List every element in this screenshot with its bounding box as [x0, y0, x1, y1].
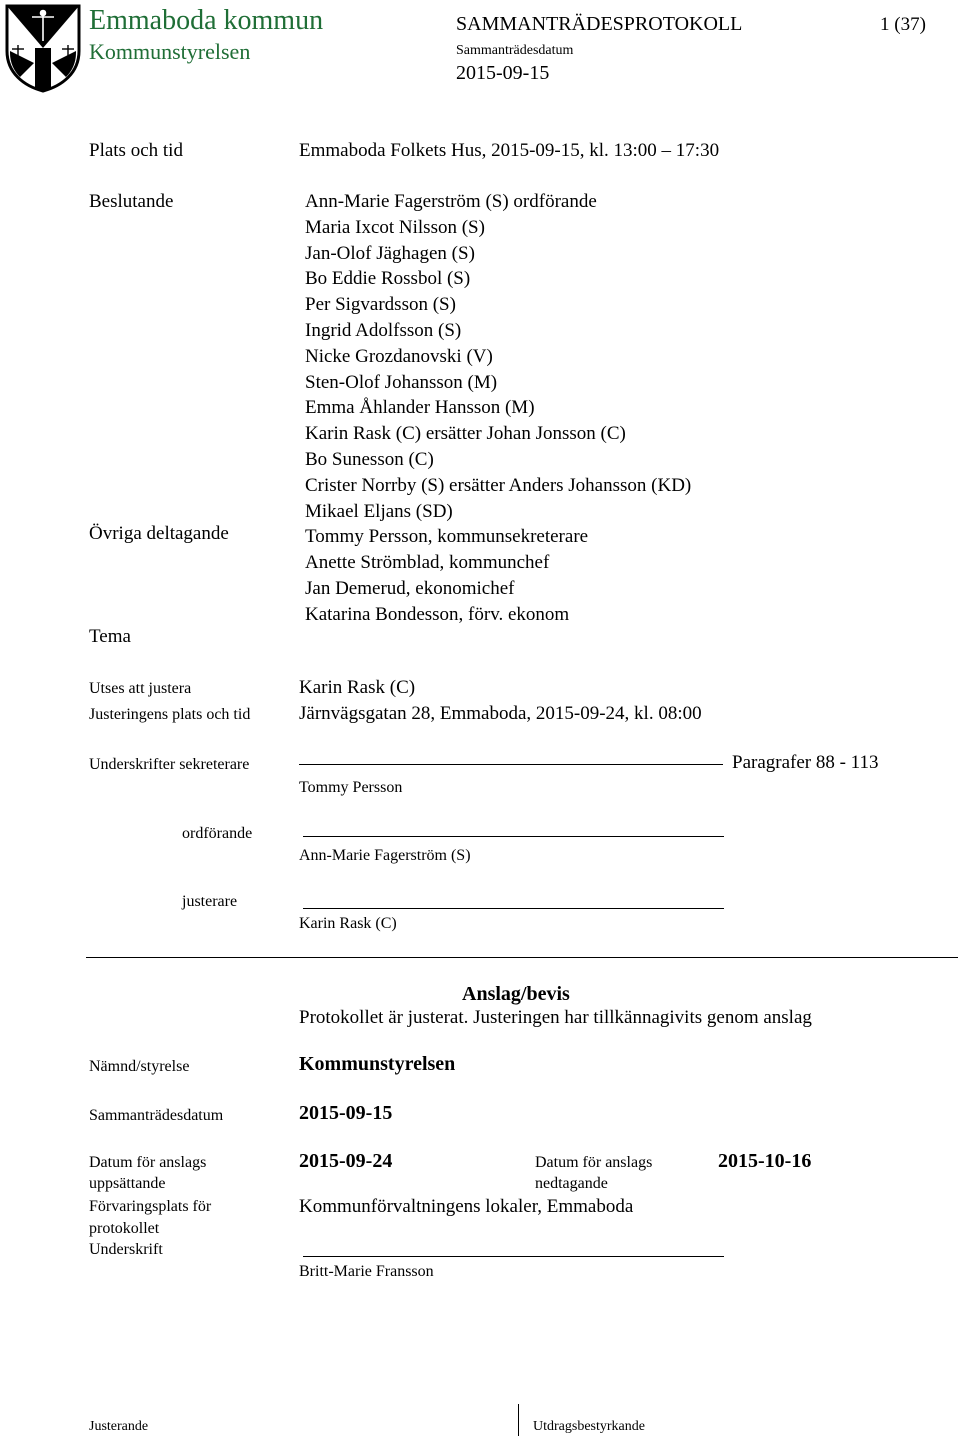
sekreterare-name: Tommy Persson — [299, 779, 403, 796]
list-item: Mikael Eljans (SD) — [305, 500, 453, 522]
list-item: Per Sigvardsson (S) — [305, 294, 456, 316]
list-item: Jan-Olof Jäghagen (S) — [305, 242, 475, 264]
list-item: Katarina Bondesson, förv. ekonom — [305, 603, 570, 625]
section-divider — [86, 957, 958, 958]
list-item: Crister Norrby (S) ersätter Anders Johansson (KD) — [305, 474, 692, 496]
header-date-label: Sammanträdesdatum — [456, 43, 574, 58]
list-item: Karin Rask (C) ersätter Johan Jonsson (C) — [305, 423, 626, 445]
forvaring-value: Kommunförvaltningens lokaler, Emmaboda — [299, 1196, 634, 1217]
underskrifter-label: Underskrifter sekreterare — [89, 756, 250, 773]
nedtagande-label-line2: nedtagande — [535, 1175, 608, 1192]
anslag-text: Protokollet är justerat. Justeringen har tillkännagivits genom anslag — [299, 1007, 812, 1028]
ordforande-name: Ann-Marie Fagerström (S) — [299, 847, 471, 864]
footer-utdrag: Utdragsbestyrkande — [533, 1419, 645, 1434]
signature-line-ordforande — [303, 836, 724, 837]
justerare-name: Karin Rask (C) — [299, 915, 397, 932]
uppsattande-label-line1: Datum för anslags — [89, 1154, 207, 1171]
list-item: Ingrid Adolfsson (S) — [305, 319, 462, 341]
underskrift-label: Underskrift — [89, 1241, 163, 1258]
uppsattande-label-line2: uppsättande — [89, 1175, 166, 1192]
place-value: Emmaboda Folkets Hus, 2015-09-15, kl. 13:00 – 17:30 — [299, 140, 720, 161]
page-number: 1 (37) — [880, 14, 926, 35]
coat-of-arms-icon — [4, 3, 82, 93]
list-item: Jan Demerud, ekonomichef — [305, 577, 515, 599]
sammantradesdatum-value: 2015-09-15 — [299, 1102, 393, 1124]
ordforande-label: ordförande — [182, 825, 253, 842]
anslag-title: Anslag/bevis — [462, 983, 570, 1005]
list-item: Tommy Persson, kommunsekreterare — [305, 526, 589, 548]
forvaring-label-line1: Förvaringsplats för — [89, 1198, 212, 1215]
underskrift-name: Britt-Marie Fransson — [299, 1263, 434, 1280]
signature-line-sekreterare — [299, 764, 723, 765]
namnd-label: Nämnd/styrelse — [89, 1058, 190, 1075]
paragrafer: Paragrafer 88 - 113 — [732, 752, 879, 773]
list-item: Emma Åhlander Hansson (M) — [305, 397, 535, 419]
signature-line-justerare — [303, 908, 724, 909]
list-item: Maria Ixcot Nilsson (S) — [305, 216, 485, 238]
justering-plats-value: Järnvägsgatan 28, Emmaboda, 2015-09-24, kl. 08:00 — [299, 703, 702, 724]
footer-justerande: Justerande — [89, 1419, 149, 1434]
place-label: Plats och tid — [89, 140, 183, 161]
ovriga-label: Övriga deltagande — [89, 523, 229, 544]
nedtagande-date: 2015-10-16 — [718, 1150, 812, 1172]
list-item: Nicke Grozdanovski (V) — [305, 345, 493, 367]
justerare-label: justerare — [182, 893, 238, 910]
justering-plats-label: Justeringens plats och tid — [89, 706, 251, 723]
namnd-value: Kommunstyrelsen — [299, 1053, 456, 1075]
coat-of-arms — [4, 3, 82, 93]
beslutande-label: Beslutande — [89, 191, 174, 212]
beslutande-list — [305, 189, 691, 628]
header-date: 2015-09-15 — [456, 62, 550, 84]
list-item: Sten-Olof Johansson (M) — [305, 371, 498, 393]
nedtagande-label-line1: Datum för anslags — [535, 1154, 653, 1171]
municipality-title: Emmaboda kommun — [89, 5, 324, 36]
board-name: Kommunstyrelsen — [89, 39, 251, 64]
forvaring-label-line2: protokollet — [89, 1220, 160, 1237]
tema-label: Tema — [89, 626, 131, 647]
document-type: SAMMANTRÄDESPROTOKOLL — [456, 13, 743, 35]
sammantradesdatum-label: Sammanträdesdatum — [89, 1107, 224, 1124]
footer-divider — [518, 1404, 519, 1436]
list-item: Anette Strömblad, kommunchef — [305, 552, 550, 574]
list-item: Bo Sunesson (C) — [305, 448, 434, 470]
list-item: Bo Eddie Rossbol (S) — [305, 268, 471, 290]
list-item: Ann-Marie Fagerström (S) ordförande — [305, 191, 597, 212]
uppsattande-date: 2015-09-24 — [299, 1150, 393, 1172]
utses-label: Utses att justera — [89, 680, 192, 697]
signature-line-underskrift — [303, 1256, 724, 1257]
utses-value: Karin Rask (C) — [299, 677, 416, 698]
